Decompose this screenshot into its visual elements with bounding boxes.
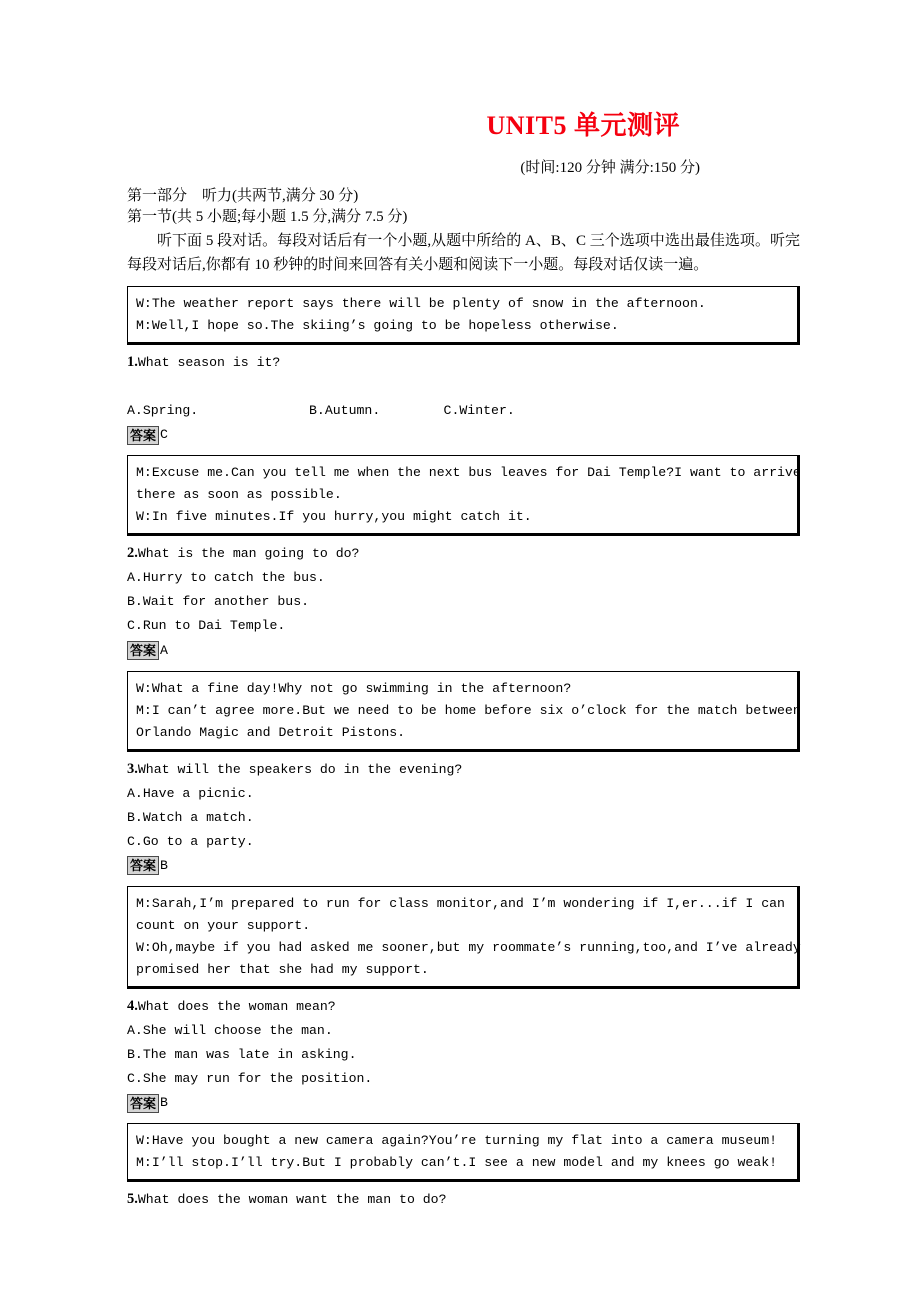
dialog-line: W:What a fine day!Why not go swimming in the afternoon? xyxy=(136,680,572,696)
answer-row xyxy=(127,424,800,446)
question-line xyxy=(127,757,800,782)
dialog-line: there as soon as possible. xyxy=(136,487,342,503)
dialog-line: M:Excuse me.Can you tell me when the next bus leaves for Dai Temple?I want to arrive xyxy=(136,465,801,481)
options-inline: A.Spring. B.Autumn. C.Winter. xyxy=(127,403,515,418)
question-text: What does the woman mean? xyxy=(137,998,336,1014)
dialog-box xyxy=(127,886,800,989)
dialog-line: W:Oh,maybe if you had asked me sooner,but my roommate’s running,too,and I’ve already xyxy=(136,939,801,955)
dialog-line: count on your support. xyxy=(136,917,311,933)
dialog-line: Orlando Magic and Detroit Pistons. xyxy=(136,724,406,740)
option-line: B.Wait for another bus. xyxy=(127,594,310,610)
option-line: C.She may run for the position. xyxy=(127,1070,373,1086)
answer-label: 答案 xyxy=(127,641,159,660)
section-one-heading: 第一节(共 5 小题;每小题 1.5 分,满分 7.5 分) xyxy=(127,209,408,225)
question-text: What does the woman want the man to do? xyxy=(137,1192,447,1208)
page-title: UNIT5 单元测评 xyxy=(486,111,680,140)
dialog-line: M:I can’t agree more.But we need to be home before six o’clock for the match between xyxy=(136,702,801,718)
exam-meta-line: (时间:120 分钟 满分:150 分) xyxy=(520,160,700,176)
dialog-line: W:The weather report says there will be plenty of snow in the afternoon. xyxy=(136,296,706,311)
question-line xyxy=(127,541,800,566)
answer-value: B xyxy=(160,1095,168,1111)
question-text: What is the man going to do? xyxy=(137,546,360,562)
dialog-line: M:I’ll stop.I’ll try.But I probably can’t.I see a new model and my knees go weak! xyxy=(136,1155,778,1171)
answer-label: 答案 xyxy=(127,1094,159,1113)
listening-instructions: 听下面 5 段对话。每段对话后有一个小题,从题中所给的 A、B、C 三个选项中选出最佳选项。听完每段对话后,你都有 10 秒钟的时间来回答有关小题和阅读下一小题。每段对话仅读一遍。 xyxy=(127,233,800,273)
option-line: C.Go to a party. xyxy=(127,833,254,849)
question-number: 2. xyxy=(127,545,138,562)
option-line: C.Run to Dai Temple. xyxy=(127,618,286,634)
answer-value: A xyxy=(160,642,168,658)
spacer xyxy=(127,375,800,399)
question-line xyxy=(127,350,800,375)
document-body xyxy=(127,186,800,1212)
question-text: What will the speakers do in the evening? xyxy=(137,761,463,777)
answer-row xyxy=(127,855,800,877)
answer-row xyxy=(127,639,800,661)
dialog-box xyxy=(127,671,800,752)
option-line: A.Hurry to catch the bus. xyxy=(127,570,325,586)
question-line xyxy=(127,1187,800,1212)
dialog-line: W:Have you bought a new camera again?You’re turning my flat into a camera museum! xyxy=(136,1133,778,1149)
question-line xyxy=(127,994,800,1019)
option-line: B.The man was late in asking. xyxy=(127,1046,357,1062)
question-number: 5. xyxy=(127,1191,138,1208)
question-number: 1. xyxy=(127,354,138,370)
question-text: What season is it? xyxy=(137,355,281,370)
answer-value: C xyxy=(160,427,168,443)
question-block xyxy=(127,350,800,446)
question-number: 3. xyxy=(127,760,138,777)
dialog-line: M:Well,I hope so.The skiing’s going to be hopeless otherwise. xyxy=(136,318,619,333)
question-block xyxy=(127,541,800,661)
question-block xyxy=(127,994,800,1114)
dialog-box xyxy=(127,455,800,536)
option-line: A.Have a picnic. xyxy=(127,785,254,801)
question-number: 4. xyxy=(127,997,138,1014)
answer-label: 答案 xyxy=(127,426,159,445)
question-block xyxy=(127,757,800,877)
dialog-box xyxy=(127,286,800,345)
option-line: A.She will choose the man. xyxy=(127,1022,333,1038)
part-one-heading: 第一部分 听力(共两节,满分 30 分) xyxy=(127,188,359,204)
option-line: B.Watch a match. xyxy=(127,809,254,825)
dialog-line: W:In five minutes.If you hurry,you might catch it. xyxy=(136,509,532,525)
dialog-line: M:Sarah,I’m prepared to run for class monitor,and I’m wondering if I,er...if I can xyxy=(136,895,785,911)
dialog-line: promised her that she had my support. xyxy=(136,961,429,977)
answer-value: B xyxy=(160,857,168,873)
dialog-box xyxy=(127,1123,800,1182)
answer-row xyxy=(127,1092,800,1114)
question-block xyxy=(127,1187,800,1212)
answer-label: 答案 xyxy=(127,856,159,875)
